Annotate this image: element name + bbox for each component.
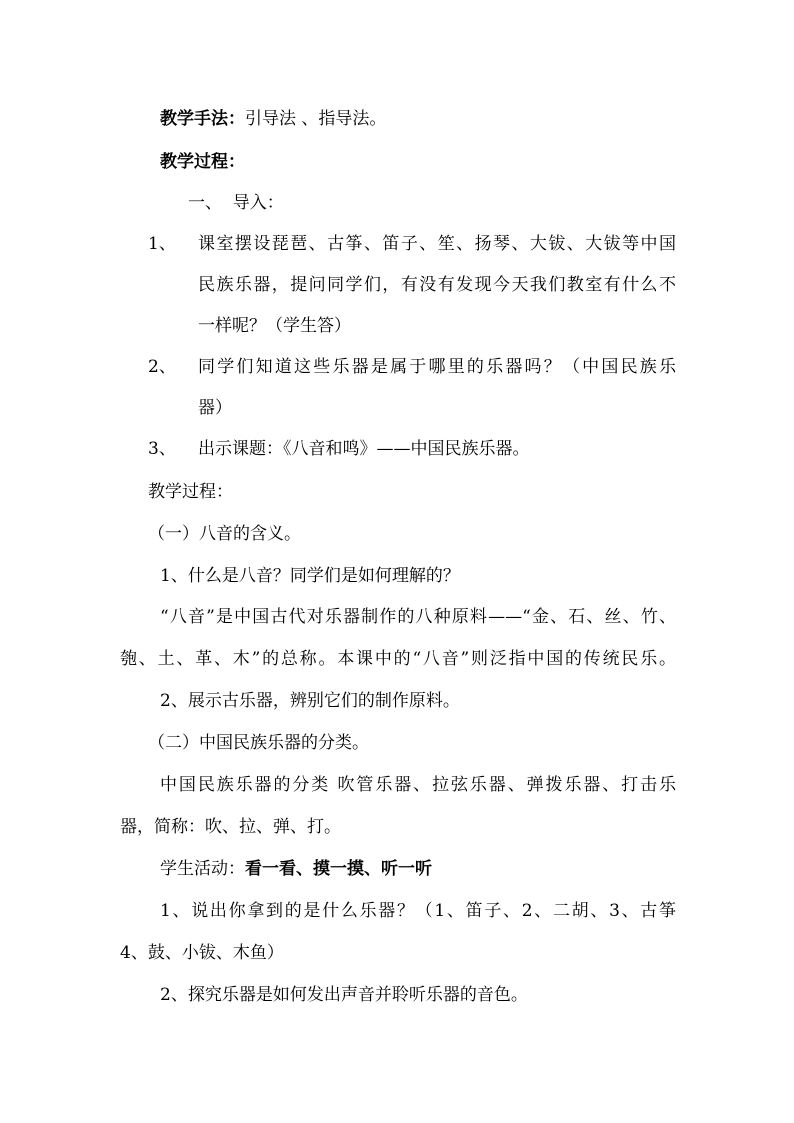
activity-1-line-1: 1、说出你拿到的是什么乐器？（1、笛子、2、二胡、3、古筝 bbox=[160, 901, 676, 921]
part-two-heading: （二）中国民族乐器的分类。 bbox=[148, 733, 369, 753]
teaching-process-heading-2: 教学过程： bbox=[148, 482, 233, 502]
question-1: 1、什么是八音？同学们是如何理解的？ bbox=[160, 566, 460, 586]
student-activity-label: 学生活动： bbox=[160, 859, 245, 879]
intro-item-1-number: 1、 bbox=[148, 234, 176, 254]
intro-item-1-line-1: 课室摆设琵琶、古筝、笛子、笙、扬琴、大钹、大钹等中国 bbox=[198, 234, 676, 254]
student-activity-line bbox=[160, 858, 432, 880]
activity-1-line-2: 4、鼓、小钹、木鱼） bbox=[120, 943, 284, 963]
intro-item-1-line-3: 一样呢？（学生答） bbox=[198, 316, 351, 336]
teaching-process-heading: 教学过程： bbox=[160, 152, 245, 172]
intro-item-3-number: 3、 bbox=[148, 439, 176, 459]
section-one-heading: 一、 导入： bbox=[188, 193, 284, 213]
teaching-method-label: 教学手法： bbox=[160, 109, 245, 129]
question-2: 2、展示古乐器，辨别它们的制作原料。 bbox=[160, 691, 460, 711]
part-one-heading: （一）八音的含义。 bbox=[148, 524, 301, 544]
activity-2: 2、探究乐器是如何发出声音并聆听乐器的音色。 bbox=[160, 985, 528, 1005]
bayin-definition-line-2: 匏、土、革、木”的总称。本课中的“八音”则泛指中国的传统民乐。 bbox=[120, 649, 676, 669]
bayin-definition-line-1: “八音”是中国古代对乐器制作的八种原料——“金、石、丝、竹、 bbox=[160, 607, 676, 627]
intro-item-3-line-1: 出示课题：《八音和鸣》——中国民族乐器。 bbox=[198, 439, 530, 459]
teaching-method-line bbox=[160, 108, 386, 130]
classification-line-2: 器，简称：吹、拉、弹、打。 bbox=[120, 817, 341, 837]
classification-line-1: 中国民族乐器的分类 吹管乐器、拉弦乐器、弹拨乐器、打击乐 bbox=[160, 775, 676, 795]
intro-item-1-line-2: 民族乐器，提问同学们，有没有发现今天我们教室有什么不 bbox=[198, 275, 676, 295]
intro-item-2-line-1: 同学们知道这些乐器是属于哪里的乐器吗？（中国民族乐 bbox=[198, 357, 676, 377]
intro-item-2-line-2: 器） bbox=[198, 398, 232, 418]
student-activity-value: 看一看、摸一摸、听一听 bbox=[245, 859, 432, 879]
intro-item-2-number: 2、 bbox=[148, 357, 176, 377]
teaching-method-value: 引导法 、指导法。 bbox=[245, 109, 387, 129]
